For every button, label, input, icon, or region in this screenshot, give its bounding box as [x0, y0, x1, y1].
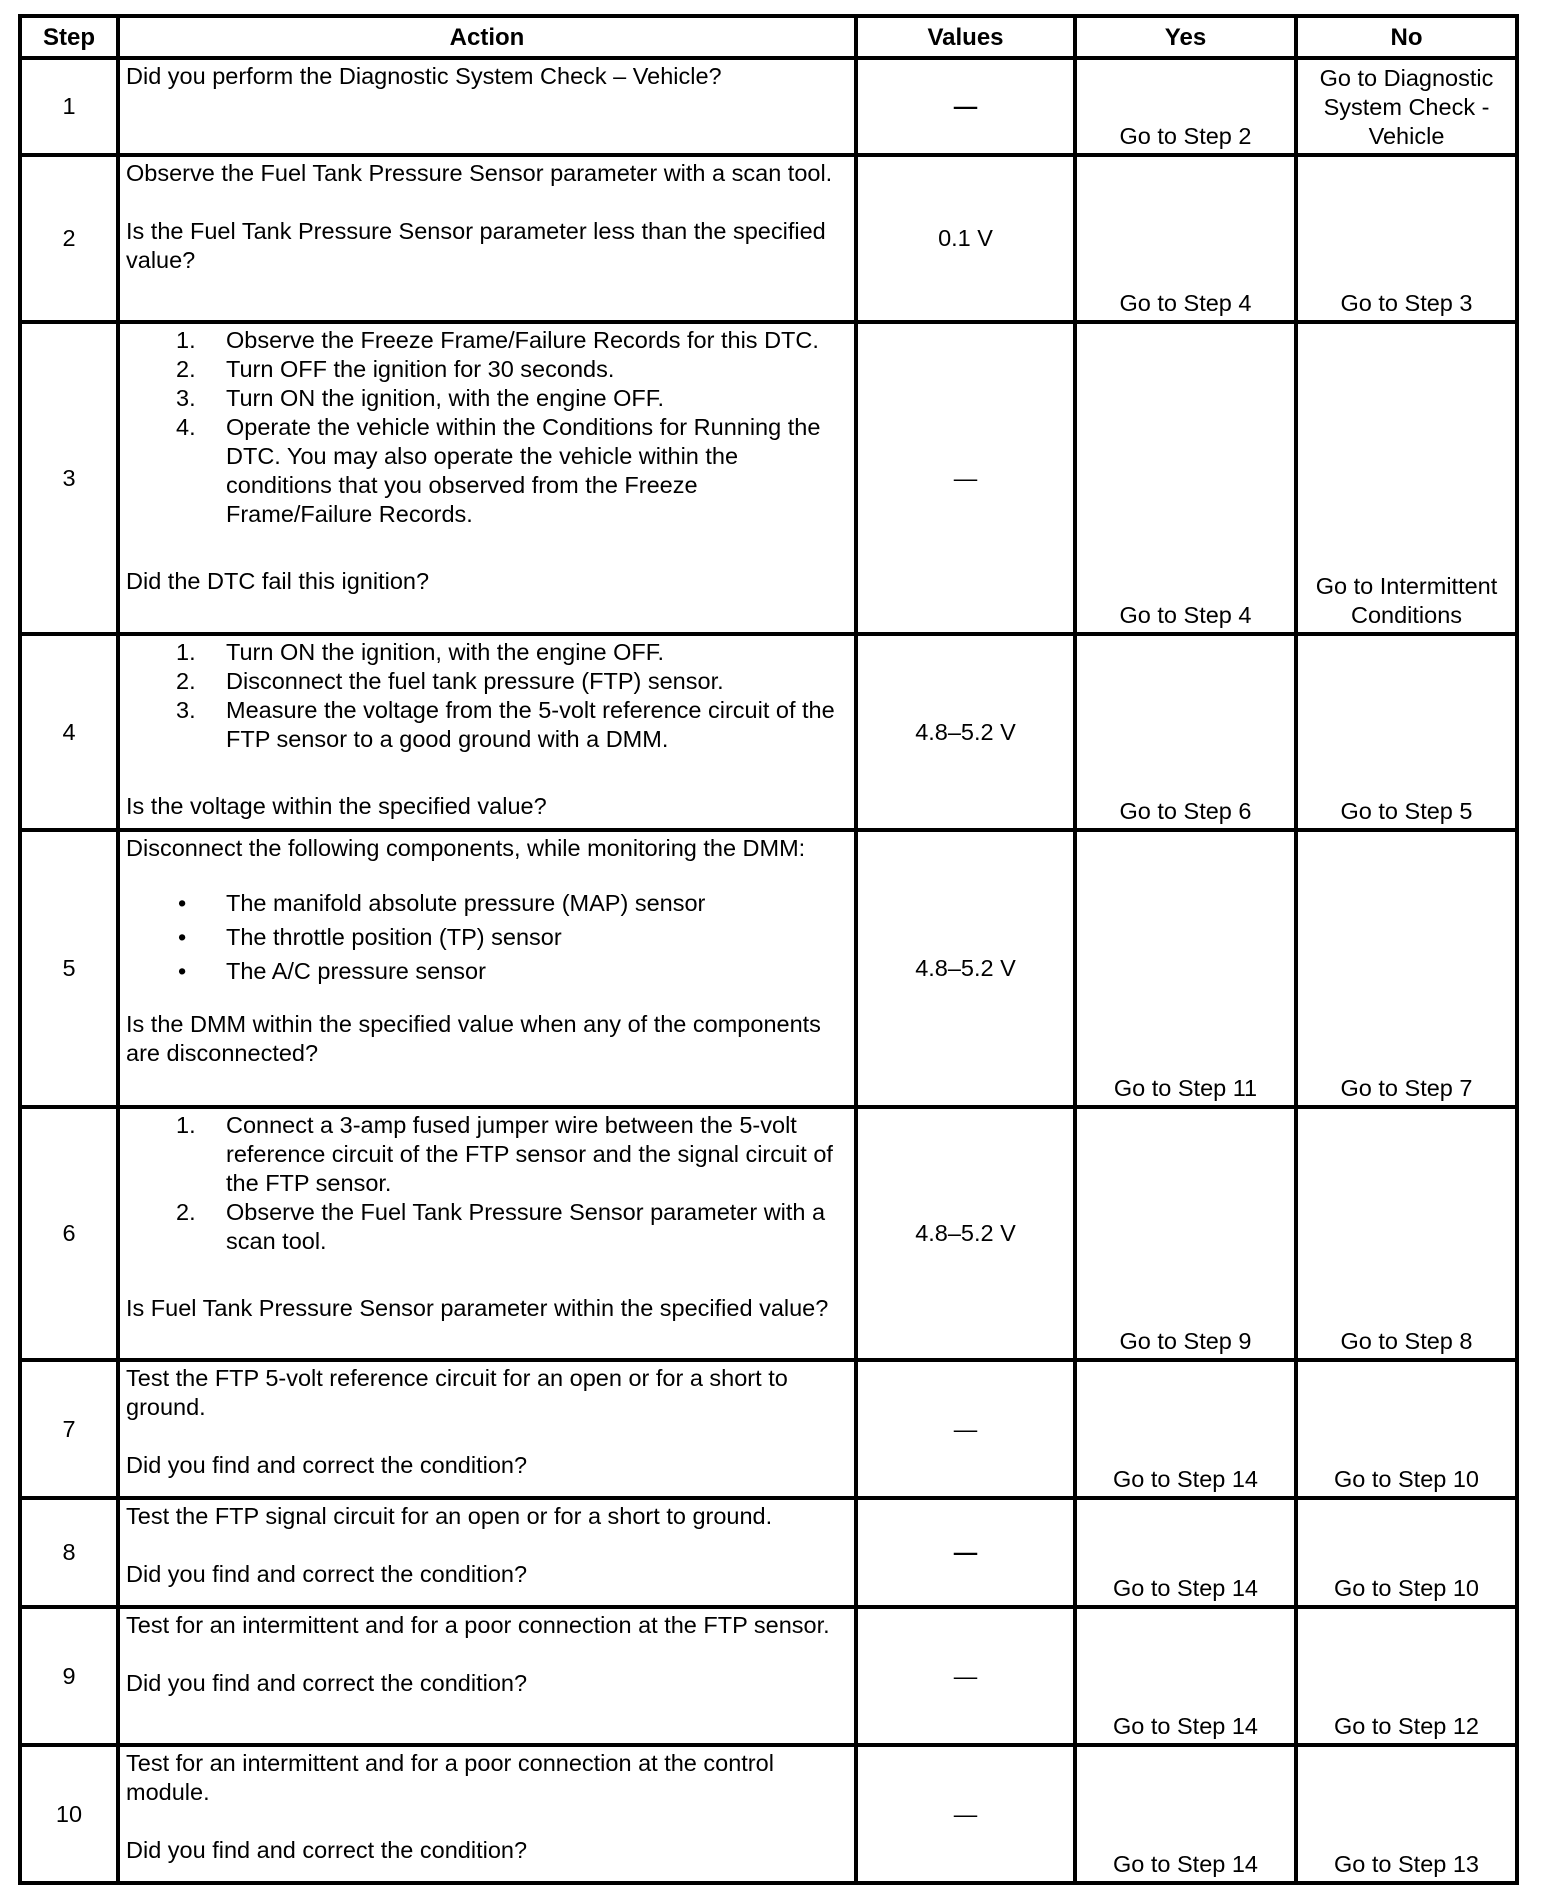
list-item: 1. Connect a 3-amp fused jumper wire between the 5-volt reference circuit of the FTP sensor and the signal circuit of the FTP sensor.: [176, 1112, 833, 1196]
yes-cell: Go to Step 6: [1075, 634, 1296, 830]
table-row: [20, 1498, 1517, 1607]
procedure-list: [126, 326, 848, 529]
action-cell: [118, 1107, 856, 1360]
action-cell: [118, 634, 856, 830]
list-item: • The manifold absolute pressure (MAP) sensor: [178, 890, 706, 916]
yes-cell: Go to Step 11: [1075, 830, 1296, 1107]
table-row: [20, 1107, 1517, 1360]
step-number: 3: [20, 322, 118, 634]
no-cell: Go to Step 12: [1296, 1607, 1517, 1745]
table-row: [20, 58, 1517, 155]
no-cell: Go to Diagnostic System Check - Vehicle: [1296, 58, 1517, 155]
step-number: 7: [20, 1360, 118, 1498]
no-cell: Go to Step 13: [1296, 1745, 1517, 1883]
list-item: 2. Observe the Fuel Tank Pressure Sensor parameter with a scan tool.: [176, 1199, 826, 1254]
step-number: 9: [20, 1607, 118, 1745]
header-row: [20, 16, 1517, 58]
table-row: [20, 830, 1517, 1107]
yes-cell: Go to Step 14: [1075, 1498, 1296, 1607]
action-cell: [118, 322, 856, 634]
procedure-list: [126, 638, 848, 754]
action-text: Did you perform the Diagnostic System Check – Vehicle?: [126, 63, 722, 89]
table-row: [20, 1745, 1517, 1883]
yes-cell: Go to Step 14: [1075, 1745, 1296, 1883]
value-cell: —: [856, 1498, 1075, 1607]
value-cell: —: [856, 58, 1075, 155]
list-item: 4. Operate the vehicle within the Conditions for Running the DTC. You may also operate the vehicle within the conditions that you observed from the Freeze Frame/Failure Records.: [176, 414, 821, 527]
table-row: [20, 155, 1517, 322]
no-cell: Go to Step 10: [1296, 1360, 1517, 1498]
value-cell: 4.8–5.2 V: [856, 634, 1075, 830]
value-cell: —: [856, 1360, 1075, 1498]
value-cell: 0.1 V: [856, 155, 1075, 322]
header-values: Values: [856, 16, 1075, 58]
step-number: 2: [20, 155, 118, 322]
yes-cell: Go to Step 14: [1075, 1607, 1296, 1745]
yes-cell: Go to Step 4: [1075, 155, 1296, 322]
no-cell: Go to Intermittent Conditions: [1296, 322, 1517, 634]
yes-cell: Go to Step 4: [1075, 322, 1296, 634]
no-cell: Go to Step 8: [1296, 1107, 1517, 1360]
value-cell: —: [856, 1745, 1075, 1883]
header-no: No: [1296, 16, 1517, 58]
action-question: Is the voltage within the specified value?: [126, 793, 547, 819]
procedure-list: [126, 1111, 848, 1256]
step-number: 8: [20, 1498, 118, 1607]
header-action: Action: [118, 16, 856, 58]
action-cell: [118, 155, 856, 322]
action-question: Did you find and correct the condition?: [126, 1452, 528, 1478]
yes-cell: Go to Step 9: [1075, 1107, 1296, 1360]
value-cell: 4.8–5.2 V: [856, 1107, 1075, 1360]
action-cell: [118, 1607, 856, 1745]
action-question: Did you find and correct the condition?: [126, 1561, 528, 1587]
step-number: 1: [20, 58, 118, 155]
action-question: Did you find and correct the condition?: [126, 1837, 528, 1863]
action-question: Is Fuel Tank Pressure Sensor parameter within the specified value?: [126, 1295, 829, 1321]
action-question: Is the DMM within the specified value when any of the components are disconnected?: [126, 1011, 821, 1066]
step-number: 6: [20, 1107, 118, 1360]
step-number: 10: [20, 1745, 118, 1883]
diagnostic-table: [18, 14, 1519, 1885]
header-step: Step: [20, 16, 118, 58]
list-item: 2. Turn OFF the ignition for 30 seconds.: [176, 356, 615, 382]
step-number: 4: [20, 634, 118, 830]
no-cell: Go to Step 7: [1296, 830, 1517, 1107]
value-cell: —: [856, 322, 1075, 634]
list-item: 3. Turn ON the ignition, with the engine OFF.: [176, 385, 665, 411]
list-item: • The throttle position (TP) sensor: [178, 924, 562, 950]
action-cell: [118, 1745, 856, 1883]
list-item: • The A/C pressure sensor: [178, 958, 486, 984]
component-list: [126, 886, 848, 988]
value-cell: 4.8–5.2 V: [856, 830, 1075, 1107]
action-text: Disconnect the following components, while monitoring the DMM:: [126, 835, 806, 861]
table-row: [20, 322, 1517, 634]
table-row: [20, 634, 1517, 830]
action-text: Observe the Fuel Tank Pressure Sensor parameter with a scan tool.: [126, 160, 833, 186]
action-text: Test the FTP 5-volt reference circuit for an open or for a short to ground.: [126, 1365, 788, 1420]
header-yes: Yes: [1075, 16, 1296, 58]
list-item: 3. Measure the voltage from the 5-volt reference circuit of the FTP sensor to a good ground with a DMM.: [176, 697, 835, 752]
no-cell: Go to Step 5: [1296, 634, 1517, 830]
action-text: Test the FTP signal circuit for an open or for a short to ground.: [126, 1503, 773, 1529]
list-item: 2. Disconnect the fuel tank pressure (FTP) sensor.: [176, 668, 724, 694]
table-row: [20, 1360, 1517, 1498]
action-cell: [118, 830, 856, 1107]
action-question: Is the Fuel Tank Pressure Sensor parameter less than the specified value?: [126, 218, 826, 273]
action-text: Test for an intermittent and for a poor connection at the FTP sensor.: [126, 1612, 830, 1638]
list-item: 1. Turn ON the ignition, with the engine OFF.: [176, 639, 665, 665]
action-text: Test for an intermittent and for a poor connection at the control module.: [126, 1750, 774, 1805]
action-question: Did you find and correct the condition?: [126, 1670, 528, 1696]
action-question: Did the DTC fail this ignition?: [126, 568, 430, 594]
step-number: 5: [20, 830, 118, 1107]
no-cell: Go to Step 10: [1296, 1498, 1517, 1607]
action-cell: [118, 58, 856, 155]
value-cell: —: [856, 1607, 1075, 1745]
action-cell: [118, 1498, 856, 1607]
yes-cell: Go to Step 2: [1075, 58, 1296, 155]
action-cell: [118, 1360, 856, 1498]
no-cell: Go to Step 3: [1296, 155, 1517, 322]
table-row: [20, 1607, 1517, 1745]
list-item: 1. Observe the Freeze Frame/Failure Records for this DTC.: [176, 327, 819, 353]
yes-cell: Go to Step 14: [1075, 1360, 1296, 1498]
